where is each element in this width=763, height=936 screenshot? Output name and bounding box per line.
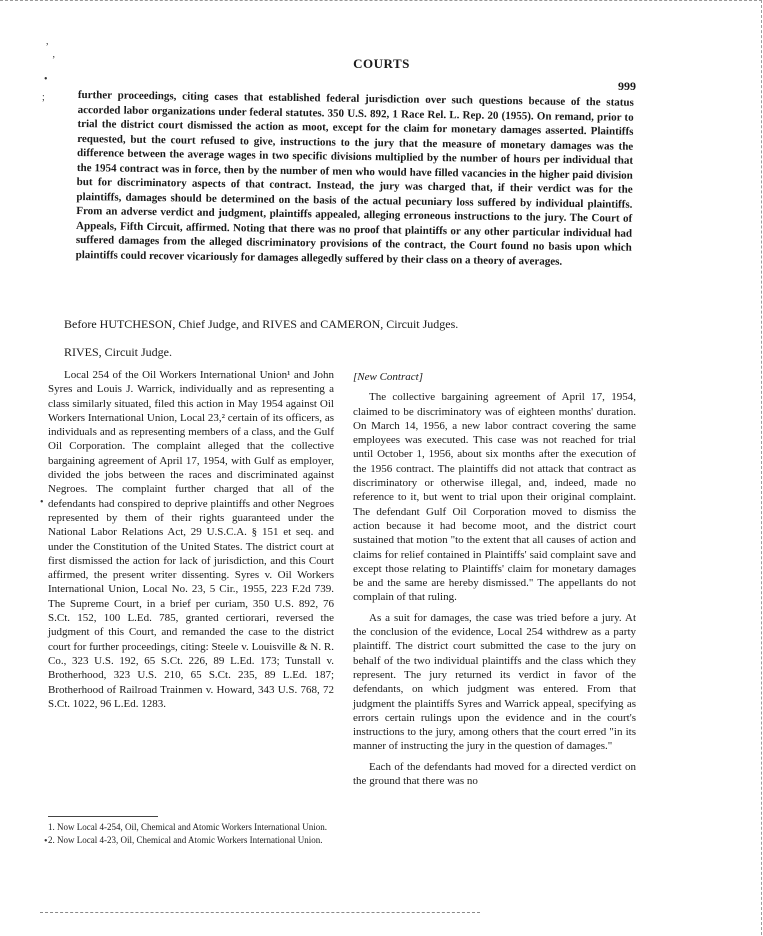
syllabus-paragraph: further proceedings, citing cases that established federal jurisdiction over such questions because of the status accorded labor organizations under federal statutes. 350 U.S. 892, 1 Race Rel. L. Rep. 20 (1955). On remand, prior to trial the district court dismissed the action as moot, except for the claim for monetary damages asserted. Plaintiffs requested, but the court refused to give, instructions to the jury that the measure of monetary damages was the difference between the average wages in two specific divisions multiplied by the number of hours per individual that the 1954 contract was in force, then by the number of men who would have filled vacancies in the higher paid division but for discriminatory aspects of that contract. Instead, the jury was charged that, if their verdict was for the plaintiffs, damages should be determined on the basis of the actual pecuniary loss suffered by individual plaintiffs. From an adverse verdict and judgment, plaintiffs appealed, alleging erroneous instructions to the jury. The Court of Appeals, Fifth Circuit, affirmed. Noting that there was no proof that plaintiffs or any other particular individual had suffered damages from the alleged discriminatory provisions of the contract, the Court found no basis upon which plaintiffs could recover vicariously for damages allegedly suffered by their class on a theory of averages. bbox=[75, 88, 634, 268]
footnote-2: 2. Now Local 4-23, Oil, Chemical and Atomic Workers International Union. bbox=[48, 835, 323, 845]
scan-edge bbox=[40, 912, 480, 913]
margin-mark: , bbox=[46, 36, 49, 47]
opinion-paragraph: The collective bargaining agreement of April 17, 1954, claimed to be discriminatory was of eighteen months' duration. On March 14, 1956, a new labor contract covering the same employees was executed. This case was not reached for trial until October 1, 1956, about six months after the execution of the 1956 contract. The plaintiffs did not attack that contract as discriminatory or otherwise illegal, and, indeed, made no reference to it, but went to trial upon their original complaint. The defendant Gulf Oil Corporation moved to dismiss the action because it had become moot, and the district court sustained that motion "to the extent that all causes of action and claims for relief contained in Plaintiffs' said complaint save and except those relating to Plaintiffs' claim for monetary damages be and the same are hereby dismissed." The appellants do not complain of that ruling. bbox=[353, 391, 636, 604]
footnote-divider bbox=[48, 816, 158, 817]
opinion-paragraph: Local 254 of the Oil Workers International Union¹ and John Syres and Louis J. Warrick, individually and as representing a class similarly situated, filed this action in May 1954 against Oil Workers International Union, Local 23,² certain of its officers, as individuals and as representing members of a class, and the Gulf Oil Corporation. The complaint alleged that the collective bargaining agreement of April 17, 1954, with Gulf as employer, divided the jobs between the races and discriminated against Negroes. The complaint further charged that all of the defendants had conspired to deprive plaintiffs and other Negroes represented by them of their rights guaranteed under the National Labor Relations Act, 29 U.S.C.A. § 151 et seq. and under the Constitution of the United States. The district court at first dismissed the action for lack of jurisdiction, and this Court affirmed, the present writer dissenting. Syres v. Oil Workers International Union, Local No. 23, 5 Cir., 1955, 223 F.2d 739. The Supreme Court, in a brief per curiam, 350 U.S. 892, 76 S.Ct. 152, 100 L.Ed. 785, granted certiorari, reversed the judgment of this Court, and remanded the case to the district court for further proceedings, citing: Steele v. Louisville & N. R. Co., 323 U.S. 192, 65 S.Ct. 226, 89 L.Ed. 173; Tunstall v. Brotherhood, 323 U.S. 210, 65 S.Ct. 235, 89 L.Ed. 187; Brotherhood of Railroad Trainmen v. Howard, 343 U.S. 768, 72 S.Ct. 1022, 96 L.Ed. 1283. bbox=[48, 369, 334, 710]
panel-line: Before HUTCHESON, Chief Judge, and RIVES and CAMERON, Circuit Judges. bbox=[64, 317, 459, 331]
footnote-1: 1. Now Local 4-254, Oil, Chemical and Atomic Workers International Union. bbox=[48, 822, 328, 832]
page-number: 999 bbox=[618, 79, 636, 93]
opinion-author: RIVES, Circuit Judge. bbox=[64, 345, 172, 359]
left-column bbox=[48, 368, 334, 711]
running-head: COURTS bbox=[353, 56, 410, 71]
margin-mark: ʼ bbox=[52, 55, 56, 66]
margin-mark: ; bbox=[42, 92, 45, 103]
opinion-paragraph: Each of the defendants had moved for a directed verdict on the ground that there was no bbox=[353, 760, 636, 788]
opinion-paragraph: As a suit for damages, the case was tried before a jury. At the conclusion of the evidence, Local 254 withdrew as a party plaintiff. The district court submitted the case to the jury on behalf of the two individual plaintiffs and the class which they represent. The jury returned its verdict in favor of the defendants, on which judgment was entered. From that judgment the plaintiffs Syres and Warrick appeal, specifying as errors certain rulings upon the evidence and in the court's instructions to the jury, among others that the court erred "in its manner of instructing the jury in the question of damages." bbox=[353, 611, 636, 753]
footnotes bbox=[48, 822, 334, 848]
section-heading: [New Contract] bbox=[353, 371, 423, 383]
margin-mark: • bbox=[44, 74, 48, 85]
margin-mark: • bbox=[44, 836, 48, 847]
right-column bbox=[353, 370, 636, 788]
margin-mark: • bbox=[40, 497, 44, 508]
